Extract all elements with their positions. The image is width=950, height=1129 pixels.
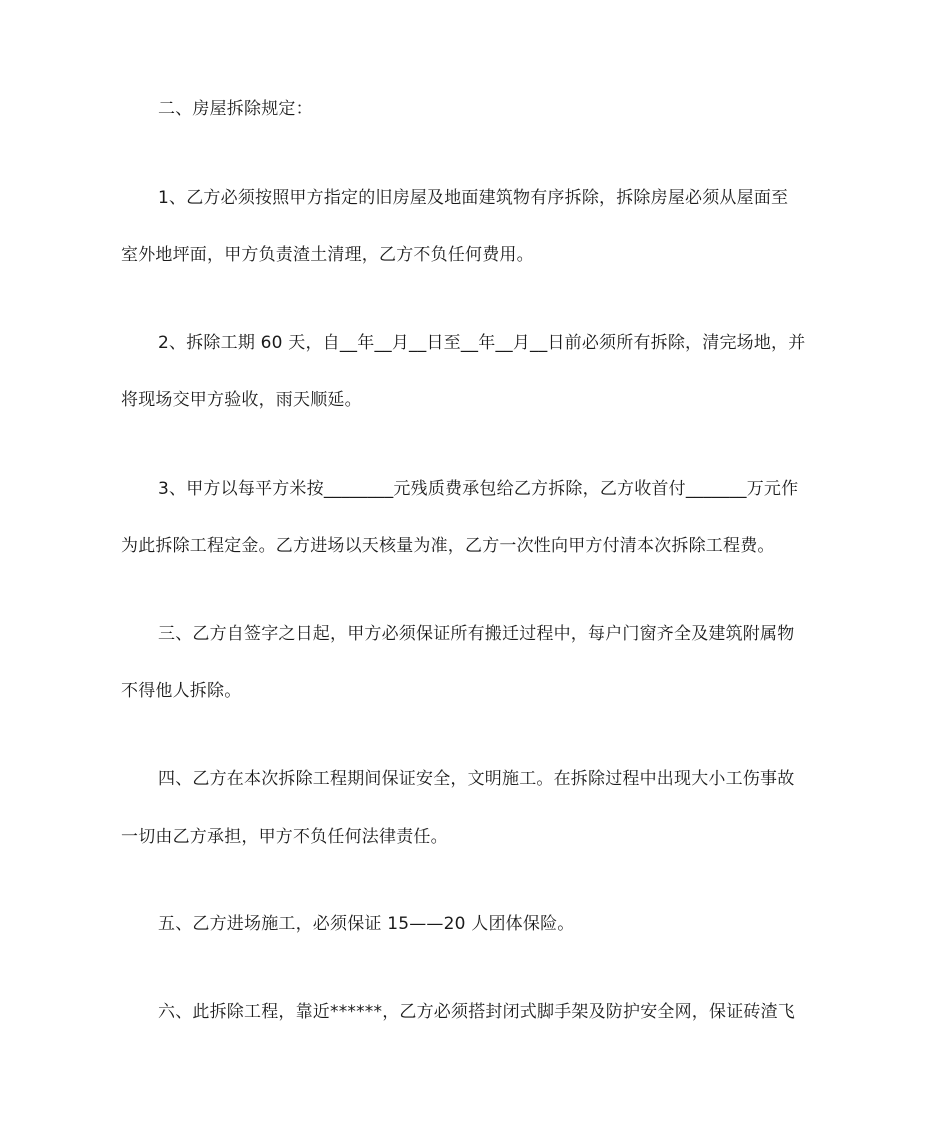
clause-2-line-1: 2、拆除工期 60 天，自__年__月__日至__年__月__日前必须所有拆除，清完场地，并	[158, 333, 806, 353]
clause-2-line-2: 将现场交甲方验收，雨天顺延。	[121, 390, 362, 410]
clause-3-line-2: 为此拆除工程定金。乙方进场以天核量为准，乙方一次性向甲方付清本次拆除工程费。	[121, 536, 775, 556]
clause-3-line-1: 3、甲方以每平方米按________元残质费承包给乙方拆除，乙方收首付_______万元作	[158, 479, 799, 499]
clause-1-line-1: 1、乙方必须按照甲方指定的旧房屋及地面建筑物有序拆除，拆除房屋必须从屋面至	[158, 188, 789, 208]
section-4-line-1: 四、乙方在本次拆除工程期间保证安全，文明施工。在拆除过程中出现大小工伤事故	[158, 769, 795, 789]
section-heading: 二、房屋拆除规定：	[158, 99, 313, 119]
section-5-line-1: 五、乙方进场施工，必须保证 15——20 人团体保险。	[158, 914, 575, 934]
section-4-line-2: 一切由乙方承担，甲方不负任何法律责任。	[121, 827, 448, 847]
section-3-line-1: 三、乙方自签字之日起，甲方必须保证所有搬迁过程中，每户门窗齐全及建筑附属物	[158, 624, 795, 644]
section-6-line-1: 六、此拆除工程，靠近******，乙方必须搭封闭式脚手架及防护安全网，保证砖渣飞	[158, 1002, 795, 1022]
clause-1-line-2: 室外地坪面，甲方负责渣土清理，乙方不负任何费用。	[121, 245, 534, 265]
section-3-line-2: 不得他人拆除。	[121, 681, 242, 701]
